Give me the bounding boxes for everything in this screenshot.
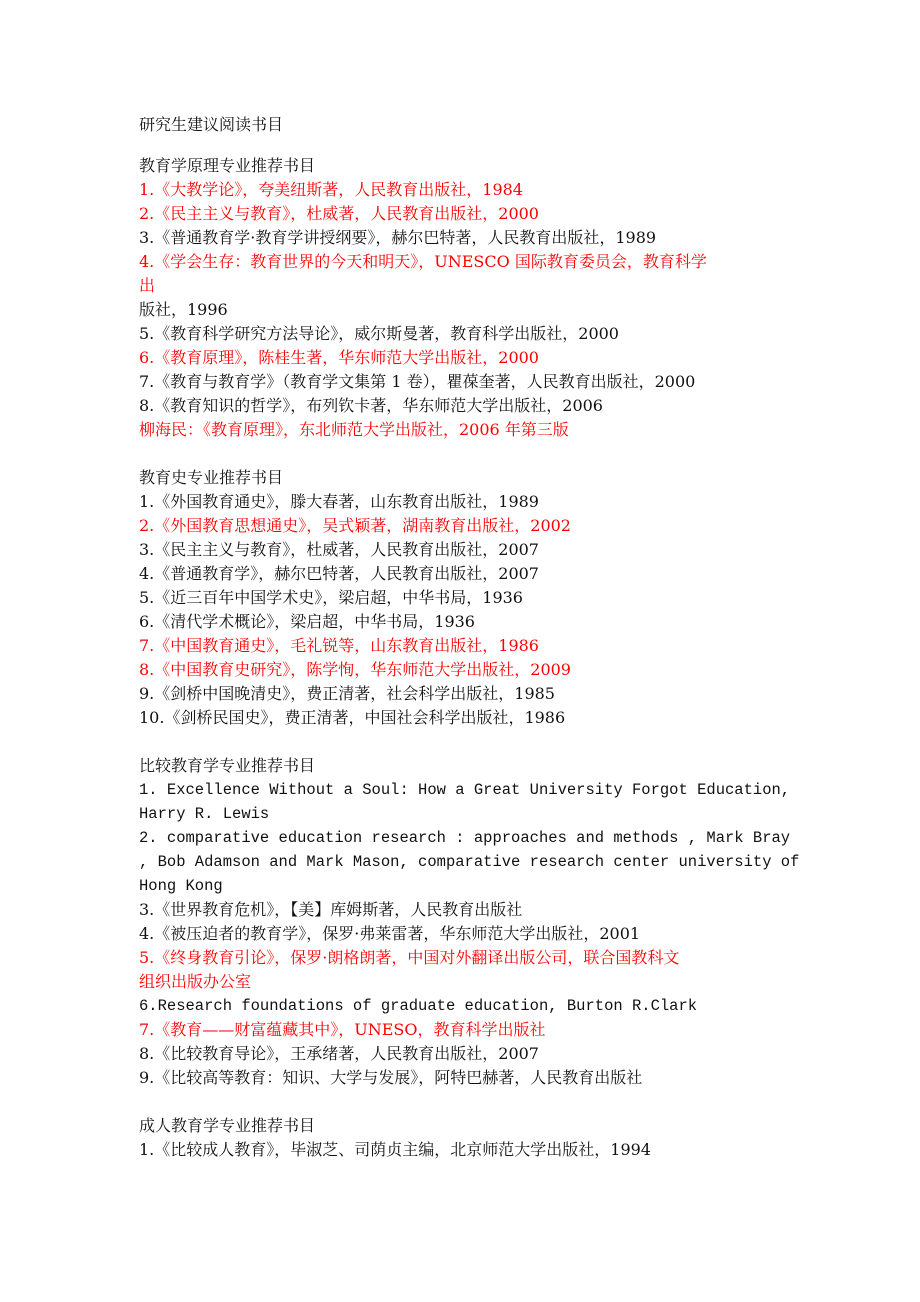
book-entry-line: 5.《终身教育引论》，保罗·朗格朗著，中国对外翻译出版公司，联合国教科文	[139, 948, 680, 967]
book-entry	[139, 298, 819, 322]
book-entry-line: 10.《剑桥民国史》，费正清著，中国社会科学出版社，1986	[139, 708, 566, 727]
book-entry-line: 3.《普通教育学·教育学讲授纲要》，赫尔巴特著，人民教育出版社，1989	[139, 228, 657, 247]
book-entry-line: 4.《被压迫者的教育学》，保罗·弗莱雷著，华东师范大学出版社，2001	[139, 924, 641, 943]
book-entry	[139, 922, 819, 946]
book-entry-line: 1.《比较成人教育》，毕淑芝、司荫贞主编，北京师范大学出版社，1994	[139, 1140, 651, 1159]
book-entry	[139, 1066, 819, 1090]
book-entry	[139, 370, 819, 394]
book-entry-line: 9.《剑桥中国晚清史》，费正清著，社会科学出版社，1985	[139, 684, 555, 703]
book-entry-line: , Bob Adamson and Mark Mason, comparative research center university of	[139, 853, 800, 871]
reading-list-section	[139, 754, 819, 1090]
book-entry	[139, 202, 819, 226]
book-entry-line: 7.《中国教育通史》，毛礼锐等，山东教育出版社，1986	[139, 636, 539, 655]
book-entry-line: 2.《民主主义与教育》，杜威著，人民教育出版社，2000	[139, 204, 539, 223]
document-title: 研究生建议阅读书目	[139, 115, 284, 134]
section-heading: 比较教育学专业推荐书目	[139, 756, 316, 775]
book-entry-line: 4.《普通教育学》，赫尔巴特著，人民教育出版社，2007	[139, 564, 539, 583]
book-entry	[139, 394, 819, 418]
book-entry-line: 3.《世界教育危机》，【美】库姆斯著，人民教育出版社	[139, 900, 523, 919]
book-entry	[139, 562, 819, 586]
book-entry	[139, 682, 819, 706]
book-entry-line: 出	[139, 276, 156, 295]
section-heading: 教育学原理专业推荐书目	[139, 156, 316, 175]
book-entry	[139, 826, 819, 898]
book-entry-line: 7.《教育与教育学》（教育学文集第 1 卷），瞿葆奎著，人民教育出版社，2000	[139, 372, 696, 391]
book-entry	[139, 994, 819, 1018]
book-entry	[139, 346, 819, 370]
book-entry-line: 6.《教育原理》，陈桂生著，华东师范大学出版社，2000	[139, 348, 539, 367]
book-entry	[139, 538, 819, 562]
book-entry-line: 5.《近三百年中国学术史》，梁启超，中华书局，1936	[139, 588, 523, 607]
book-entry-line: 1. Excellence Without a Soul: How a Great University Forgot Education,	[139, 781, 791, 799]
book-entry-line: Harry R. Lewis	[139, 805, 270, 823]
book-entry-line: 版社，1996	[139, 300, 228, 319]
book-entry-line: 7.《教育——财富蕴藏其中》，UNESO，教育科学出版社	[139, 1020, 546, 1039]
section-heading: 教育史专业推荐书目	[139, 468, 284, 487]
book-entry	[139, 706, 819, 730]
book-entry-line: 组织出版办公室	[139, 972, 252, 991]
book-entry	[139, 322, 819, 346]
reading-list-section	[139, 466, 819, 730]
book-entry-line: 1.《大教学论》，夸美纽斯著，人民教育出版社，1984	[139, 180, 523, 199]
book-entry-line: 6.《清代学术概论》，梁启超，中华书局，1936	[139, 612, 475, 631]
book-entry-line: Hong Kong	[139, 877, 223, 895]
reading-list-section	[139, 1114, 819, 1162]
book-entry	[139, 1042, 819, 1066]
book-entry	[139, 226, 819, 250]
book-entry	[139, 1018, 819, 1042]
book-entry	[139, 898, 819, 922]
book-entry	[139, 634, 819, 658]
book-entry-line: 6.Research foundations of graduate education, Burton R.Clark	[139, 997, 698, 1015]
book-entry	[139, 418, 819, 442]
book-entry-line: 2. comparative education research : approaches and methods , Mark Bray	[139, 829, 791, 847]
book-entry-line: 柳海民：《教育原理》，东北师范大学出版社，2006 年第三版	[139, 420, 569, 439]
book-entry	[139, 586, 819, 610]
book-entry	[139, 778, 819, 826]
book-entry-line: 8.《中国教育史研究》，陈学恂，华东师范大学出版社，2009	[139, 660, 571, 679]
book-entry	[139, 490, 819, 514]
book-entry-line: 3.《民主主义与教育》，杜威著，人民教育出版社，2007	[139, 540, 539, 559]
reading-list-section	[139, 154, 819, 442]
book-entry	[139, 946, 819, 994]
book-entry	[139, 514, 819, 538]
book-entry-line: 8.《教育知识的哲学》，布列钦卡著，华东师范大学出版社，2006	[139, 396, 603, 415]
book-entry-line: 9.《比较高等教育：知识、大学与发展》，阿特巴赫著，人民教育出版社	[139, 1068, 643, 1087]
sections-container	[139, 154, 819, 1162]
book-entry	[139, 178, 819, 202]
book-entry-line: 5.《教育科学研究方法导论》，威尔斯曼著，教育科学出版社，2000	[139, 324, 619, 343]
book-entry-line: 4.《学会生存：教育世界的今天和明天》，UNESCO 国际教育委员会，教育科学	[139, 252, 707, 271]
book-entry-line: 8.《比较教育导论》，王承绪著，人民教育出版社，2007	[139, 1044, 539, 1063]
book-entry	[139, 658, 819, 682]
book-entry	[139, 610, 819, 634]
book-entry-line: 1.《外国教育通史》，滕大春著，山东教育出版社，1989	[139, 492, 539, 511]
document-body	[139, 113, 819, 1186]
book-entry	[139, 1138, 819, 1162]
section-heading: 成人教育学专业推荐书目	[139, 1116, 316, 1135]
book-entry	[139, 250, 819, 298]
book-entry-line: 2.《外国教育思想通史》，吴式颖著，湖南教育出版社，2002	[139, 516, 571, 535]
